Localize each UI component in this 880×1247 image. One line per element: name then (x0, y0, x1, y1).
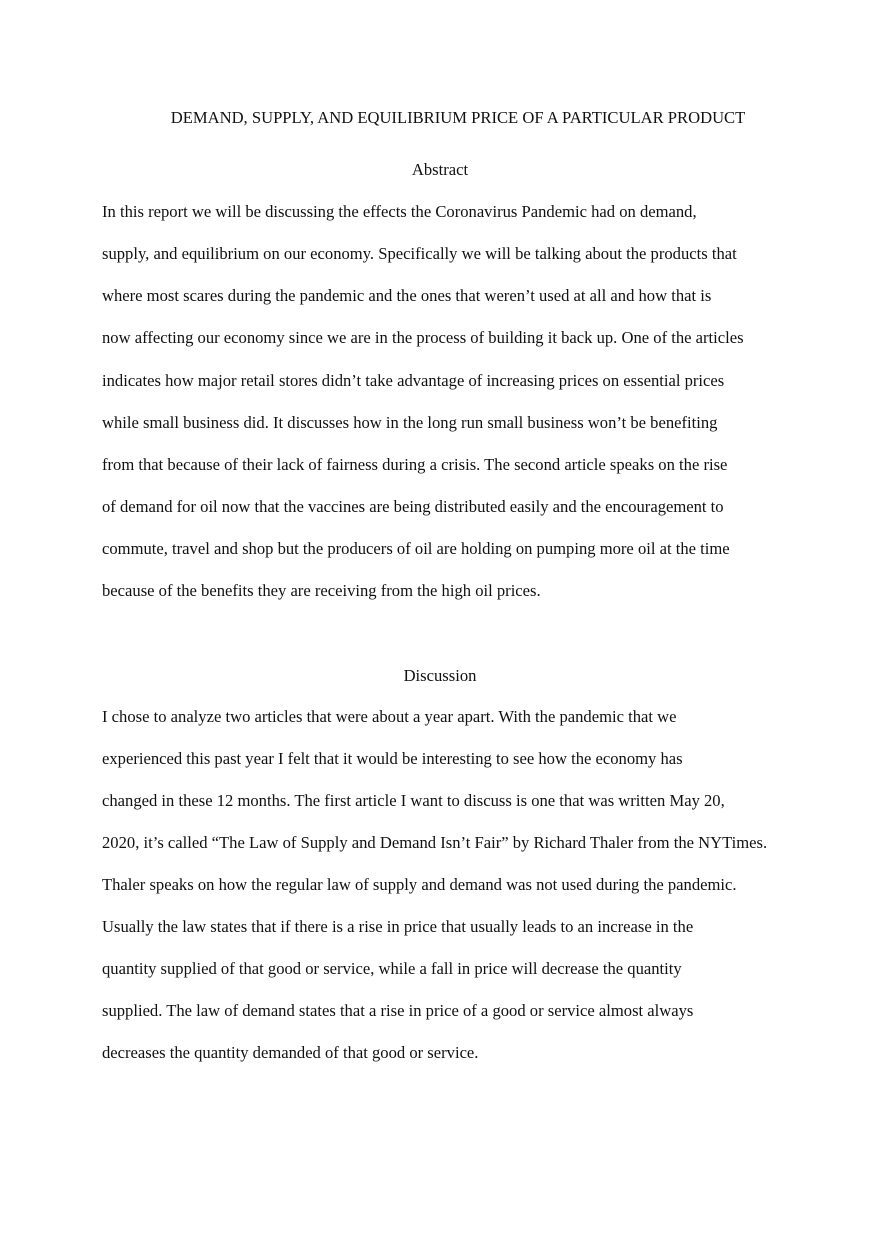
abstract-heading: Abstract (411, 160, 469, 179)
abstract-line: In this report we will be discussing the effects the Coronavirus Pandemic had on demand, (102, 202, 697, 221)
discussion-line: 2020, it’s called “The Law of Supply and Demand Isn’t Fair” by Richard Thaler from the NYTimes. (102, 833, 768, 852)
discussion-line: Thaler speaks on how the regular law of supply and demand was not used during the pandemic. (102, 875, 737, 894)
abstract-line: while small business did. It discusses how in the long run small business won’t be benefiting (102, 413, 718, 432)
discussion-line: decreases the quantity demanded of that good or service. (102, 1043, 479, 1062)
abstract-line: now affecting our economy since we are in the process of building it back up. One of the articles (102, 328, 744, 347)
discussion-heading: Discussion (403, 666, 477, 685)
document-title: DEMAND, SUPPLY, AND EQUILIBRIUM PRICE OF A PARTICULAR PRODUCT (170, 108, 746, 127)
discussion-line: changed in these 12 months. The first article I want to discuss is one that was written May 20, (102, 791, 725, 810)
discussion-line: experienced this past year I felt that it would be interesting to see how the economy has (102, 749, 683, 768)
abstract-line: from that because of their lack of fairness during a crisis. The second article speaks on the rise (102, 455, 728, 474)
abstract-line: of demand for oil now that the vaccines are being distributed easily and the encouragement to (102, 497, 724, 516)
discussion-line: I chose to analyze two articles that were about a year apart. With the pandemic that we (102, 707, 677, 726)
discussion-line: quantity supplied of that good or service, while a fall in price will decrease the quantity (102, 959, 682, 978)
discussion-line: Usually the law states that if there is a rise in price that usually leads to an increase in the (102, 917, 694, 936)
discussion-line: supplied. The law of demand states that a rise in price of a good or service almost always (102, 1001, 694, 1020)
abstract-line: supply, and equilibrium on our economy. Specifically we will be talking about the products that (102, 244, 737, 263)
abstract-line: where most scares during the pandemic and the ones that weren’t used at all and how that is (102, 286, 712, 305)
abstract-line: because of the benefits they are receiving from the high oil prices. (102, 581, 541, 600)
abstract-line: indicates how major retail stores didn’t take advantage of increasing prices on essential prices (102, 371, 725, 390)
abstract-line: commute, travel and shop but the producers of oil are holding on pumping more oil at the time (102, 539, 730, 558)
